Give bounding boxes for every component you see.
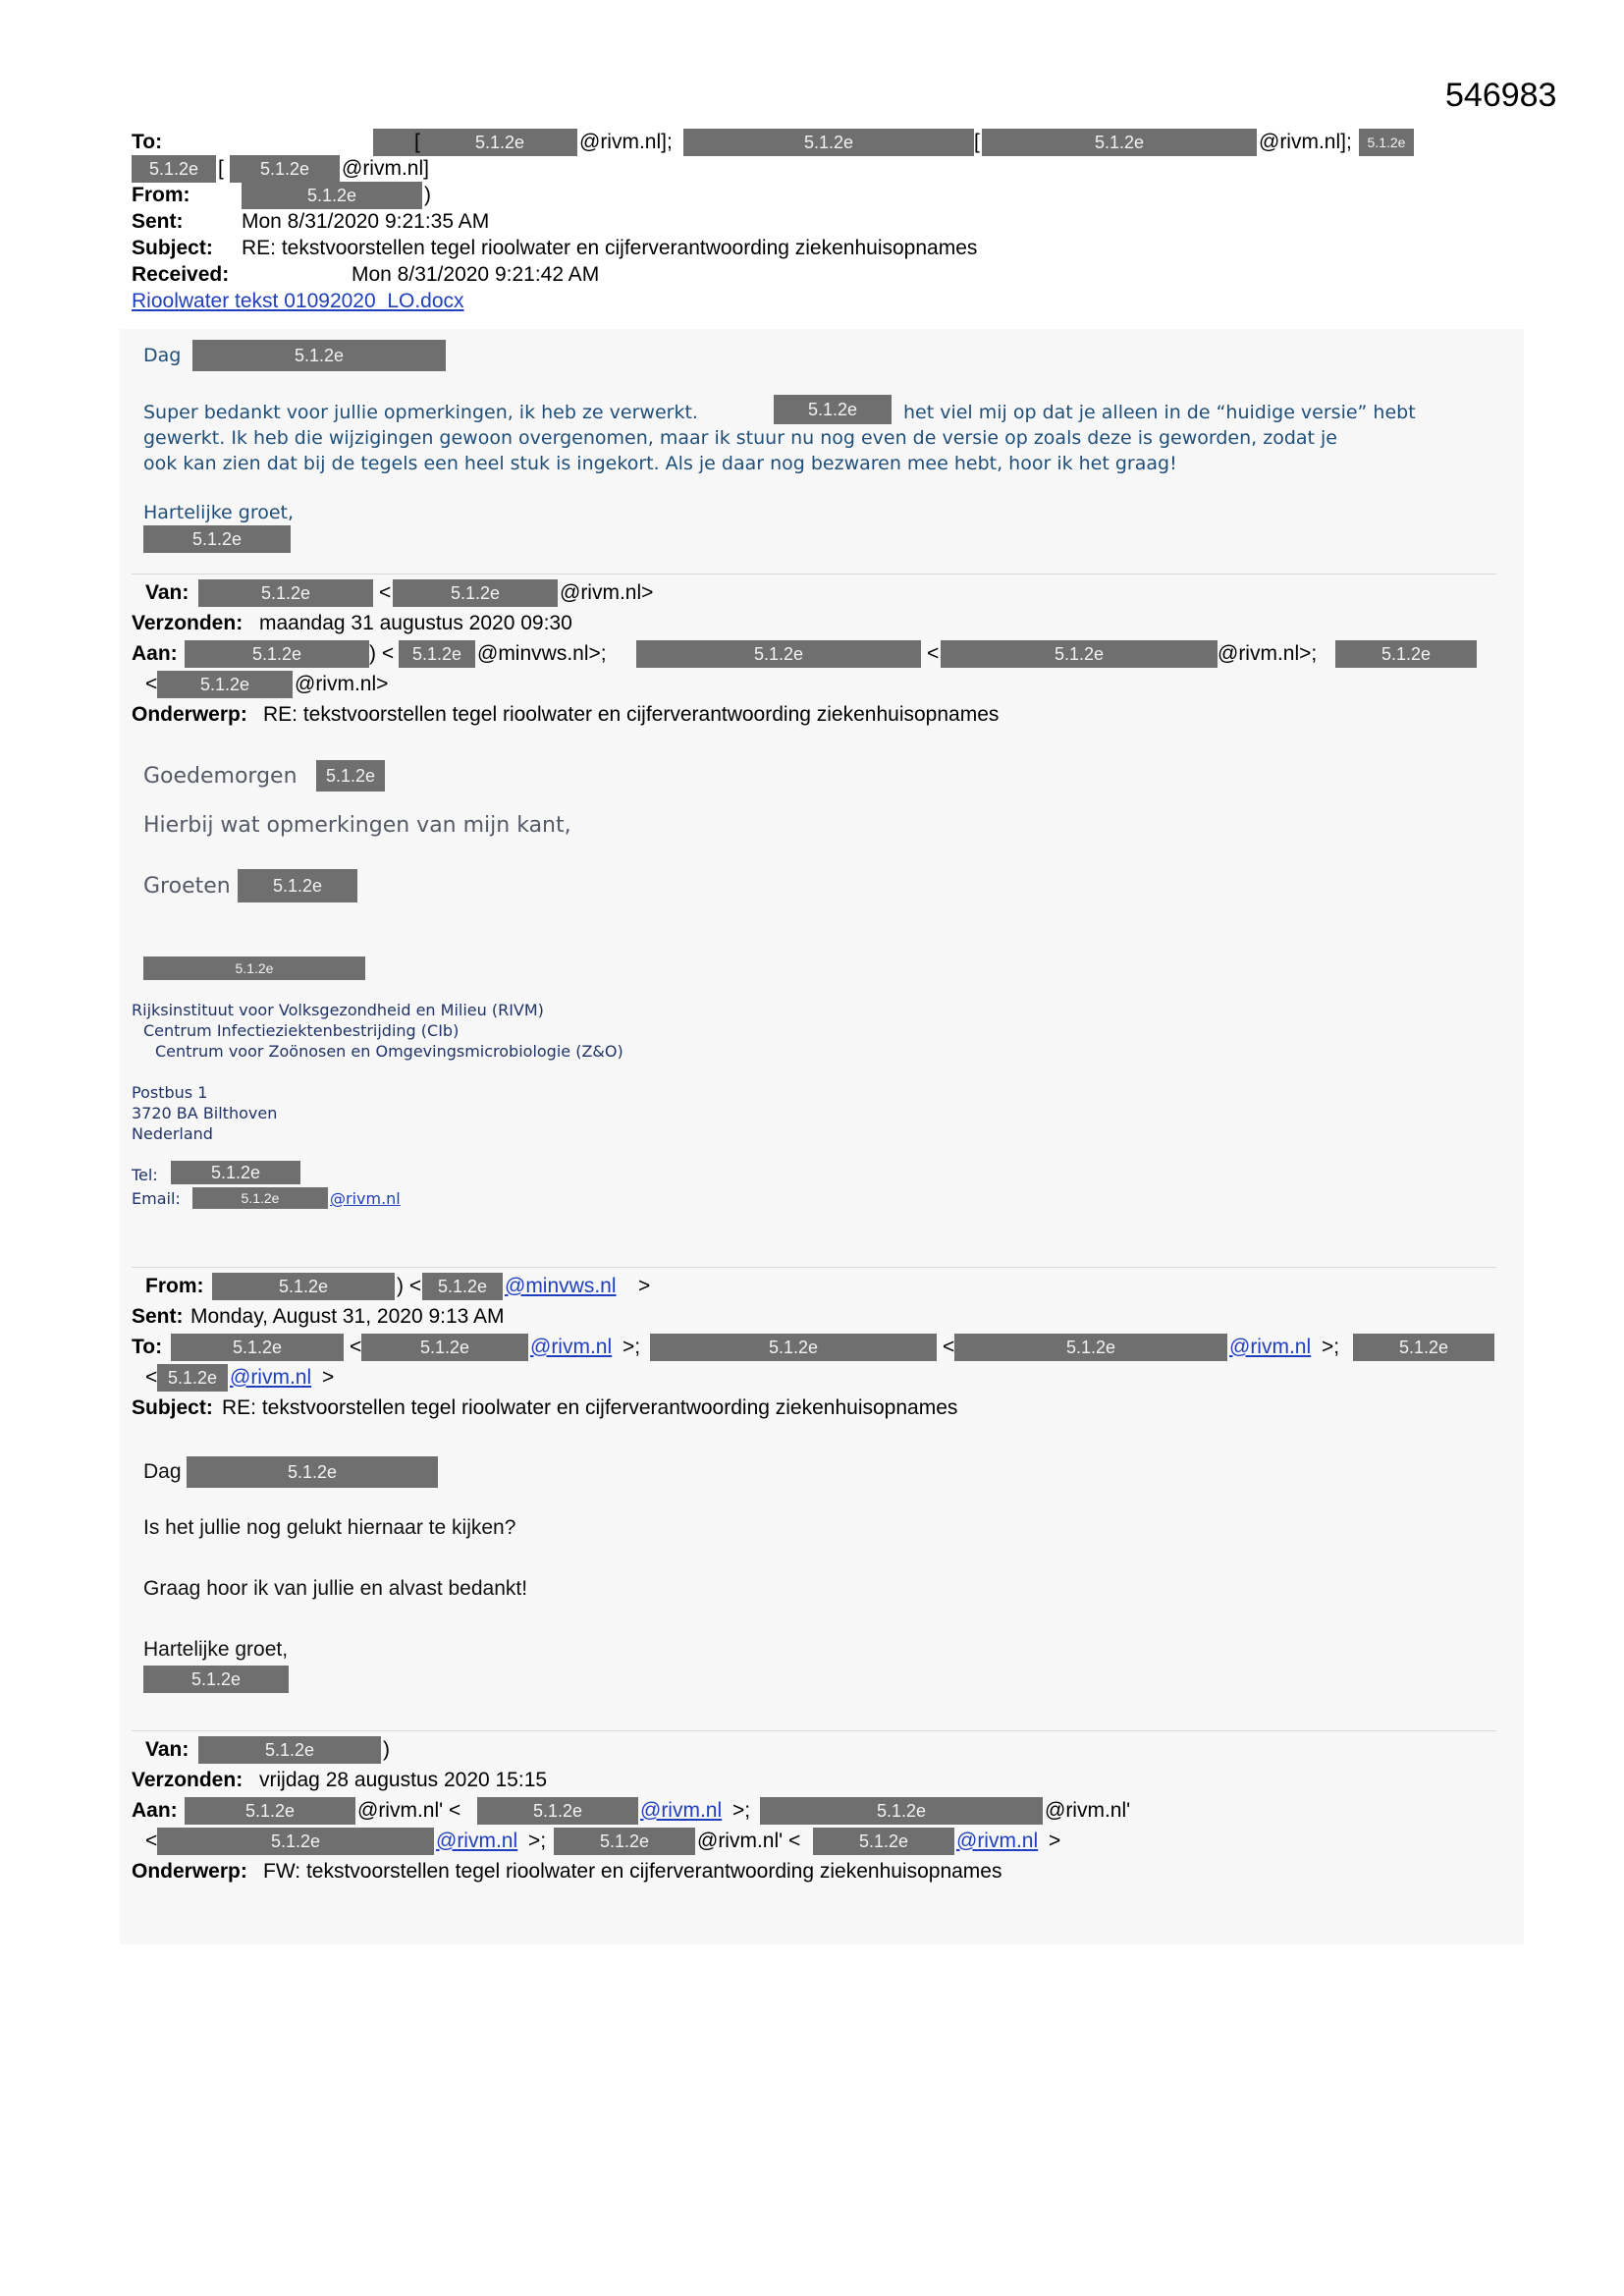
redaction: 5.1.2e <box>954 1334 1227 1361</box>
message-1 <box>143 339 1498 551</box>
separator <box>132 1267 1496 1268</box>
email-link[interactable]: @rivm.nl <box>330 1189 401 1208</box>
redaction: 5.1.2e <box>143 957 365 980</box>
gt-semi: >; <box>528 1829 547 1852</box>
subject-value: RE: tekstvoorstellen tegel rioolwater en cijferverantwoording ziekenhuisopnames <box>242 237 978 259</box>
paren-lt: ) < <box>397 1274 422 1297</box>
redaction: 5.1.2e <box>760 1797 1043 1825</box>
body-line: Super bedankt voor jullie opmerkingen, ik heb ze verwerkt. <box>143 402 698 423</box>
body-line: gewerkt. Ik heb die wijzigingen gewoon overgenomen, maar ik stuur nu nog even de versie op zoals deze is geworden, zodat je <box>143 427 1337 449</box>
redaction: 5.1.2e <box>192 340 446 371</box>
recipient-domain: @rivm.nl] <box>342 157 429 180</box>
signature-dept: Centrum voor Zoönosen en Omgevingsmicrobiologie (Z&O) <box>155 1042 623 1061</box>
redaction: 5.1.2e <box>198 1736 381 1764</box>
outlook-header <box>132 129 1506 314</box>
greeting: Dag <box>143 1460 182 1483</box>
redaction: 5.1.2e <box>399 640 475 668</box>
message-2 <box>143 758 1498 903</box>
gt-semi: >; <box>623 1335 641 1358</box>
email-link[interactable]: @minvws.nl <box>505 1274 617 1297</box>
sent-value: Monday, August 31, 2020 9:13 AM <box>190 1304 505 1328</box>
gt-semi: >; <box>1322 1335 1340 1358</box>
address-line: Postbus 1 <box>132 1083 208 1102</box>
redaction: 5.1.2e <box>422 129 577 156</box>
redaction: 5.1.2e <box>683 129 974 156</box>
body-line: ook kan zien dat bij de tegels een heel stuk is ingekort. Als je daar nog bezwaren mee hebt, hoor ik het graag! <box>143 453 1177 474</box>
redaction: 5.1.2e <box>422 1273 503 1300</box>
rivm-domain: @rivm.nl> <box>295 672 389 695</box>
redaction: 5.1.2e <box>554 1828 695 1855</box>
redaction: 5.1.2e <box>192 1187 328 1209</box>
subject-value: RE: tekstvoorstellen tegel rioolwater en cijferverantwoording ziekenhuisopnames <box>222 1395 958 1419</box>
email-link[interactable]: @rivm.nl <box>436 1829 518 1852</box>
address-line: Nederland <box>132 1124 213 1143</box>
rivm-domain: @rivm.nl' <box>1045 1798 1131 1822</box>
signature <box>132 1000 623 1209</box>
redaction: 5.1.2e <box>230 155 340 183</box>
van-label: Van: <box>145 1737 189 1761</box>
redaction: 5.1.2e <box>143 1666 289 1693</box>
paren-lt: ) < <box>369 641 395 665</box>
onderwerp-label: Onderwerp: <box>132 1859 247 1883</box>
closing: Groeten <box>143 873 231 899</box>
redaction: 5.1.2e <box>636 640 921 668</box>
sent-label: Sent: <box>132 210 184 233</box>
onderwerp-label: Onderwerp: <box>132 702 247 726</box>
greeting: Goedemorgen <box>143 763 298 789</box>
closing: Hartelijke groet, <box>143 502 295 523</box>
redaction: 5.1.2e <box>157 1828 434 1855</box>
redaction: 5.1.2e <box>242 182 422 209</box>
attachment-link[interactable]: Rioolwater tekst 01092020_LO.docx <box>132 290 464 312</box>
gt: > <box>1049 1829 1061 1852</box>
email-link[interactable]: @rivm.nl <box>230 1365 312 1389</box>
bracket: [ <box>414 131 420 153</box>
body-line: Hierbij wat opmerkingen van mijn kant, <box>143 813 571 838</box>
lt: < <box>379 580 392 604</box>
reply-header-2 <box>132 577 1506 730</box>
body-line: het viel mij op dat je alleen in de “huidige versie” hebt <box>903 402 1416 423</box>
redaction: 5.1.2e <box>187 1456 438 1488</box>
email-link[interactable]: @rivm.nl <box>530 1335 613 1358</box>
redaction: 5.1.2e <box>157 671 293 698</box>
signature-centre: Centrum Infectieziektenbestrijding (CIb) <box>143 1021 460 1040</box>
redaction: 5.1.2e <box>185 640 369 668</box>
recipient-domain: @rivm.nl]; <box>579 131 673 153</box>
redaction: 5.1.2e <box>941 640 1218 668</box>
received-label: Received: <box>132 263 230 286</box>
received-value: Mon 8/31/2020 9:21:42 AM <box>352 263 600 286</box>
redaction: 5.1.2e <box>185 1797 355 1825</box>
redaction: 5.1.2e <box>171 1334 344 1361</box>
redaction: 5.1.2e <box>1353 1334 1494 1361</box>
verzonden-value: vrijdag 28 augustus 2020 15:15 <box>259 1768 548 1791</box>
document-number: 546983 <box>1445 77 1557 114</box>
email-link[interactable]: @rivm.nl <box>640 1798 723 1822</box>
greeting: Dag <box>143 345 182 366</box>
redaction: 5.1.2e <box>774 395 892 424</box>
rivm-domain: @rivm.nl' < <box>357 1798 461 1822</box>
onderwerp-value: FW: tekstvoorstellen tegel rioolwater en cijferverantwoording ziekenhuisopnames <box>263 1859 1002 1883</box>
paren: ) <box>383 1737 390 1761</box>
address-line: 3720 BA Bilthoven <box>132 1104 278 1122</box>
redaction: 5.1.2e <box>1359 129 1414 156</box>
lt: < <box>145 1365 158 1389</box>
tel-label: Tel: <box>132 1166 158 1184</box>
redaction: 5.1.2e <box>143 525 291 553</box>
from-label: From: <box>132 184 190 206</box>
sent-value: Mon 8/31/2020 9:21:35 AM <box>242 210 490 233</box>
minvws-domain: @minvws.nl>; <box>477 641 607 665</box>
rivm-domain: @rivm.nl' < <box>697 1829 801 1852</box>
closing: Hartelijke groet, <box>143 1638 289 1661</box>
rivm-domain: @rivm.nl>; <box>1218 641 1318 665</box>
redaction: 5.1.2e <box>982 129 1257 156</box>
aan-label: Aan: <box>132 1798 178 1822</box>
reply-header-3 <box>132 1271 1506 1423</box>
aan-label: Aan: <box>132 641 178 665</box>
lt: < <box>145 1829 158 1852</box>
redaction: 5.1.2e <box>238 869 357 902</box>
recipient-domain: @rivm.nl]; <box>1259 131 1352 153</box>
redaction: 5.1.2e <box>361 1334 528 1361</box>
redaction: 5.1.2e <box>393 579 558 607</box>
van-label: Van: <box>145 580 189 604</box>
lt: < <box>927 641 940 665</box>
body-line: Is het jullie nog gelukt hiernaar te kijken? <box>143 1516 516 1539</box>
rivm-domain: @rivm.nl> <box>560 580 654 604</box>
gt: > <box>638 1274 651 1297</box>
message-3 <box>143 1455 1498 1693</box>
gt-semi: >; <box>732 1798 751 1822</box>
redaction: 5.1.2e <box>171 1161 300 1184</box>
redaction: 5.1.2e <box>316 760 385 792</box>
lt: < <box>145 672 158 695</box>
paren: ) <box>424 184 431 206</box>
reply-header-4 <box>132 1734 1506 1886</box>
redaction: 5.1.2e <box>212 1273 395 1300</box>
sent-label: Sent: <box>132 1304 184 1328</box>
redaction: 5.1.2e <box>813 1828 954 1855</box>
body-line: Graag hoor ik van jullie en alvast bedankt! <box>143 1577 528 1600</box>
signature-org: Rijksinstituut voor Volksgezondheid en Milieu (RIVM) <box>132 1001 544 1019</box>
email-link[interactable]: @rivm.nl <box>956 1829 1039 1852</box>
email-label: Email: <box>132 1189 181 1208</box>
subject-label: Subject: <box>132 237 213 259</box>
gt: > <box>322 1365 335 1389</box>
lt: < <box>943 1335 955 1358</box>
verzonden-label: Verzonden: <box>132 1768 244 1791</box>
email-link[interactable]: @rivm.nl <box>1229 1335 1312 1358</box>
to-label: To: <box>132 1335 163 1358</box>
verzonden-label: Verzonden: <box>132 611 244 634</box>
subject-label: Subject: <box>132 1395 213 1419</box>
redaction: 5.1.2e <box>132 155 216 183</box>
bracket: [ <box>218 157 224 180</box>
redaction: 5.1.2e <box>477 1797 638 1825</box>
separator <box>132 1730 1496 1731</box>
to-label: To: <box>132 131 163 153</box>
redaction: 5.1.2e <box>650 1334 937 1361</box>
verzonden-value: maandag 31 augustus 2020 09:30 <box>259 611 572 634</box>
redaction: 5.1.2e <box>1335 640 1477 668</box>
from-label: From: <box>145 1274 204 1297</box>
lt: < <box>350 1335 362 1358</box>
redaction: 5.1.2e <box>157 1364 228 1392</box>
redaction: 5.1.2e <box>198 579 373 607</box>
bracket: [ <box>974 131 980 153</box>
onderwerp-value: RE: tekstvoorstellen tegel rioolwater en cijferverantwoording ziekenhuisopnames <box>263 702 1000 726</box>
